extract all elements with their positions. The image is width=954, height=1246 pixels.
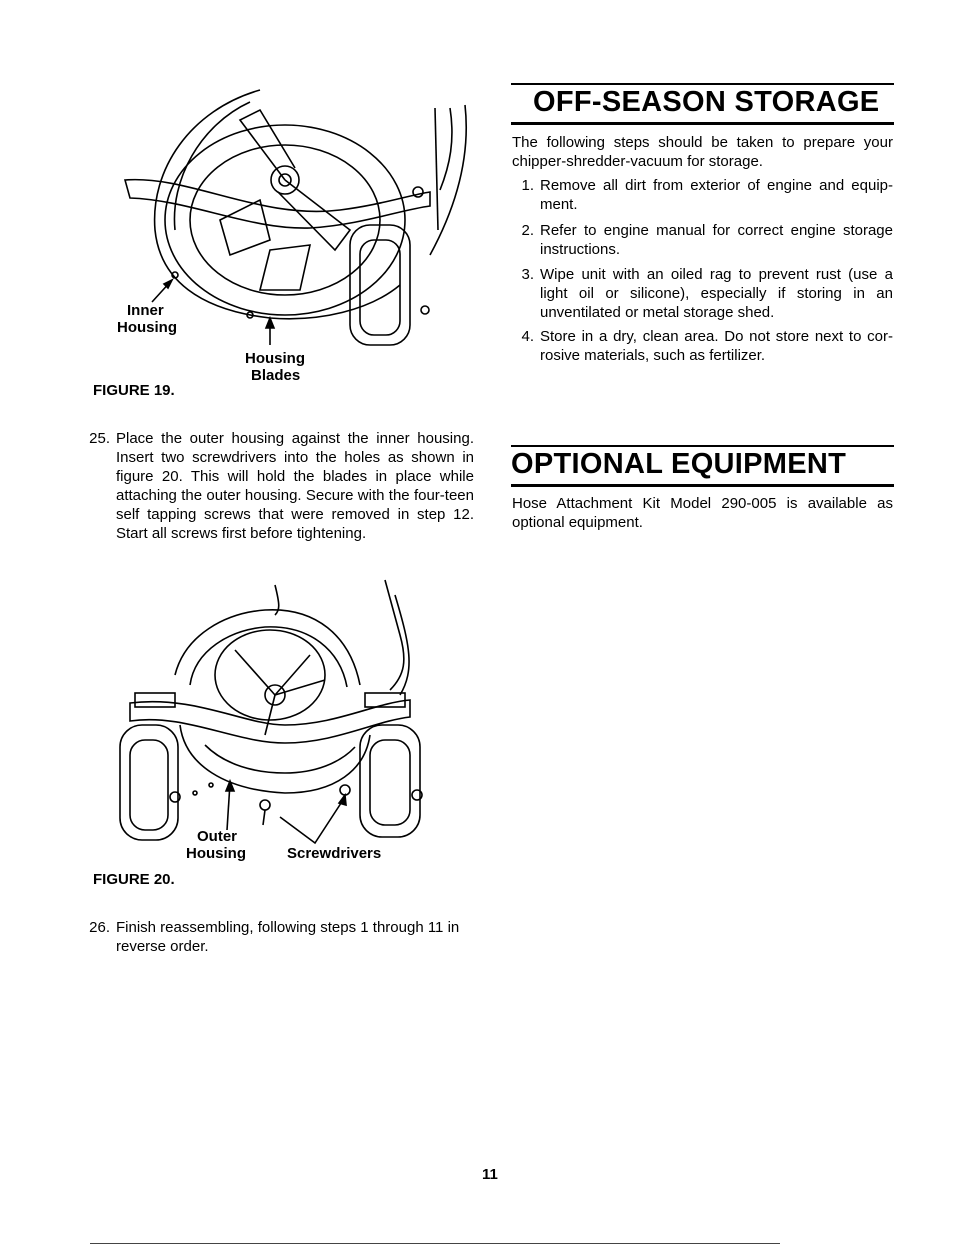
off-season-step-1-text: Remove all dirt from exterior of engine and equip-ment. xyxy=(540,177,893,213)
off-season-step-3 xyxy=(510,265,893,322)
callout-screwdrivers: Screwdrivers xyxy=(287,845,382,862)
step-26-number: 26. xyxy=(89,919,110,936)
step-25-number: 25. xyxy=(89,430,110,447)
figure-20-illustration xyxy=(115,575,435,845)
optional-equipment-top-rule xyxy=(511,445,894,447)
footer-rule xyxy=(90,1243,780,1244)
off-season-step-3-text: Wipe unit with an oiled rag to prevent rust (use a light oil or silicone), especially if storing in an unventilated or metal storage shed. xyxy=(540,266,893,321)
off-season-heading: OFF-SEASON STORAGE xyxy=(533,86,880,118)
off-season-step-4 xyxy=(510,327,893,365)
off-season-step-2-text: Refer to engine manual for correct engine storage instructions. xyxy=(540,222,893,258)
off-season-step-2 xyxy=(510,221,893,259)
callout-housing-blades xyxy=(245,350,325,384)
off-season-bottom-rule xyxy=(511,122,894,125)
callout-housing-blades-line1: Housing xyxy=(245,350,305,367)
step-25 xyxy=(86,429,474,543)
callout-inner-housing-line2: Housing xyxy=(117,319,177,336)
step-26-text: Finish reassembling, following steps 1 through 11 in reverse order. xyxy=(116,919,460,955)
step-25-text: Place the outer housing against the inner housing. Insert two screwdrivers into the holes as shown in figure 20. This will hold the blades in place while attaching the outer housing. Secure with the four-teen self tapping screws that were removed in step 12. Start all screws first before tightening. xyxy=(116,430,474,542)
callout-outer-housing-line1: Outer xyxy=(197,828,238,845)
off-season-step-1 xyxy=(510,176,893,214)
optional-equipment-text: Hose Attachment Kit Model 290-005 is available as optional equipment. xyxy=(512,495,893,531)
off-season-step-3-number: 3. xyxy=(521,266,534,283)
off-season-step-1-number: 1. xyxy=(521,177,534,194)
optional-equipment-bottom-rule xyxy=(511,484,894,487)
step-26 xyxy=(86,918,474,956)
callout-inner-housing xyxy=(117,302,197,336)
off-season-top-rule xyxy=(511,83,894,85)
off-season-intro: The following steps should be taken to prepare your chipper-shredder-vacuum for storage. xyxy=(512,134,893,170)
callout-inner-housing-line1: Inner xyxy=(127,302,164,319)
optional-equipment-heading: OPTIONAL EQUIPMENT xyxy=(511,448,847,480)
off-season-step-4-number: 4. xyxy=(521,328,534,345)
callout-outer-housing-line2: Housing xyxy=(186,845,246,862)
callout-outer-housing xyxy=(186,828,266,862)
figure-19-label: FIGURE 19. xyxy=(93,382,175,399)
off-season-step-4-text: Store in a dry, clean area. Do not store next to cor-rosive materials, such as fertilizer. xyxy=(540,328,893,364)
page-number: 11 xyxy=(482,1166,498,1183)
off-season-step-2-number: 2. xyxy=(521,222,534,239)
callout-housing-blades-line2: Blades xyxy=(251,367,301,384)
figure-20-label: FIGURE 20. xyxy=(93,871,175,888)
